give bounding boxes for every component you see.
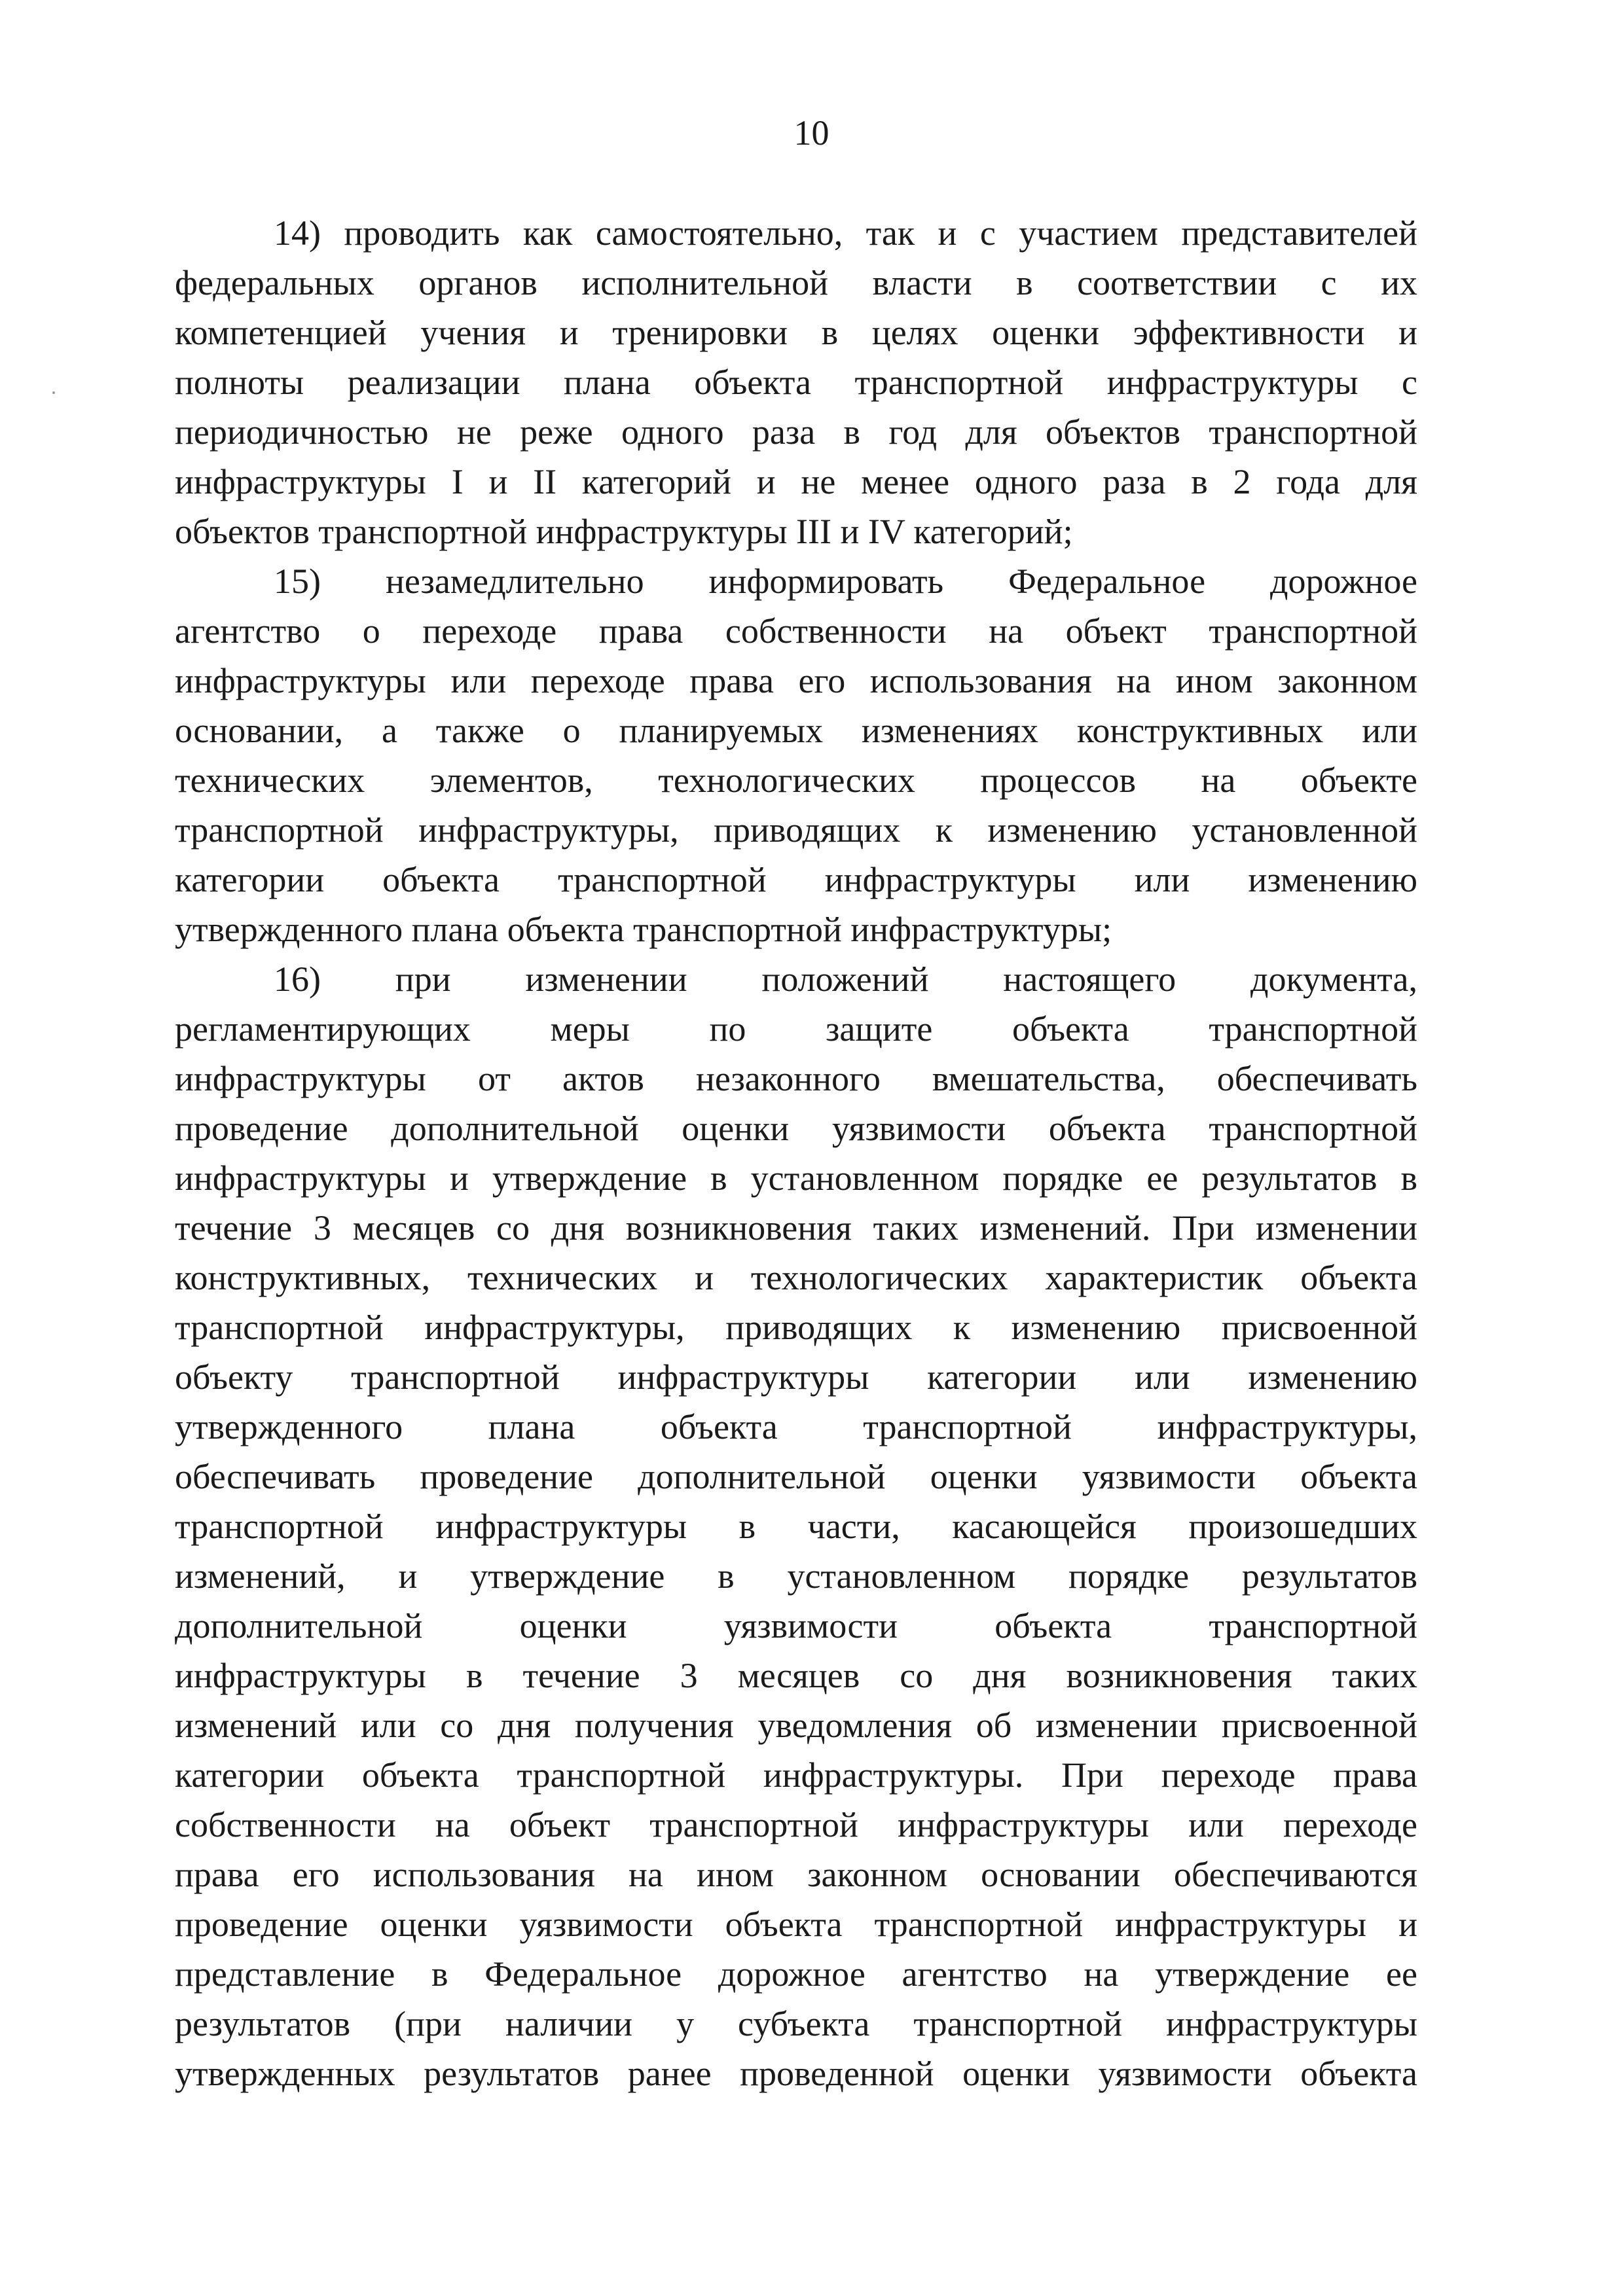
- text-line: течение 3 месяцев со дня возникновения таких изменений. При изменении: [175, 1208, 1417, 1247]
- text-line: основании, а также о планируемых изменениях конструктивных или: [175, 711, 1417, 750]
- text-line: федеральных органов исполнительной власти в соответствии с их: [175, 263, 1417, 302]
- text-line: дополнительной оценки уязвимости объекта транспортной: [175, 1606, 1417, 1645]
- text-line: транспортной инфраструктуры, приводящих к изменению присвоенной: [175, 1308, 1417, 1347]
- text-line: утвержденного плана объекта транспортной инфраструктуры;: [175, 910, 1112, 949]
- text-line: инфраструктуры от актов незаконного вмешательства, обеспечивать: [175, 1059, 1417, 1098]
- text-line: инфраструктуры или переходе права его использования на ином законном: [175, 661, 1417, 700]
- text-line: проведение дополнительной оценки уязвимости объекта транспортной: [175, 1109, 1417, 1148]
- text-line: полноты реализации плана объекта транспортной инфраструктуры с: [175, 363, 1417, 402]
- text-line: инфраструктуры в течение 3 месяцев со дня возникновения таких: [175, 1656, 1417, 1695]
- text-line: агентство о переходе права собственности на объект транспортной: [175, 611, 1417, 651]
- text-line: 14) проводить как самостоятельно, так и с участием представителей: [274, 213, 1417, 253]
- text-line: регламентирующих меры по защите объекта транспортной: [175, 1009, 1417, 1049]
- text-line: представление в Федеральное дорожное агентство на утверждение ее: [175, 1954, 1417, 1994]
- text-line: категории объекта транспортной инфраструктуры. При переходе права: [175, 1755, 1417, 1795]
- text-line: собственности на объект транспортной инфраструктуры или переходе: [175, 1805, 1417, 1844]
- text-line: изменений или со дня получения уведомления об изменении присвоенной: [175, 1706, 1417, 1745]
- text-line: изменений, и утверждение в установленном порядке результатов: [175, 1556, 1417, 1596]
- text-line: компетенцией учения и тренировки в целях оценки эффективности и: [175, 313, 1417, 352]
- text-line: 15) незамедлительно информировать Федеральное дорожное: [274, 562, 1417, 601]
- text-line: технических элементов, технологических процессов на объекте: [175, 761, 1417, 800]
- text-line: транспортной инфраструктуры в части, касающейся произошедших: [175, 1507, 1417, 1546]
- text-line: объектов транспортной инфраструктуры III и IV категорий;: [175, 512, 1073, 551]
- text-line: обеспечивать проведение дополнительной оценки уязвимости объекта: [175, 1457, 1417, 1496]
- text-line: утвержденного плана объекта транспортной инфраструктуры,: [175, 1407, 1417, 1446]
- text-line: инфраструктуры I и II категорий и не менее одного раза в 2 года для: [175, 462, 1417, 501]
- text-line: категории объекта транспортной инфраструктуры или изменению: [175, 860, 1417, 899]
- text-line: транспортной инфраструктуры, приводящих к изменению установленной: [175, 810, 1417, 850]
- text-line: утвержденных результатов ранее проведенной оценки уязвимости объекта: [175, 2054, 1417, 2093]
- text-line: конструктивных, технических и технологических характеристик объекта: [175, 1258, 1417, 1297]
- text-line: результатов (при наличии у субъекта транспортной инфраструктуры: [175, 2004, 1417, 2043]
- scan-speck: [52, 391, 55, 394]
- text-line: права его использования на ином законном основании обеспечиваются: [175, 1855, 1417, 1894]
- text-line: инфраструктуры и утверждение в установленном порядке ее результатов в: [175, 1158, 1417, 1198]
- text-line: периодичностью не реже одного раза в год для объектов транспортной: [175, 412, 1417, 452]
- text-line: 16) при изменении положений настоящего документа,: [274, 960, 1417, 999]
- text-line: проведение оценки уязвимости объекта транспортной инфраструктуры и: [175, 1905, 1417, 1944]
- page-number: 10: [793, 113, 830, 152]
- text-line: объекту транспортной инфраструктуры категории или изменению: [175, 1357, 1417, 1397]
